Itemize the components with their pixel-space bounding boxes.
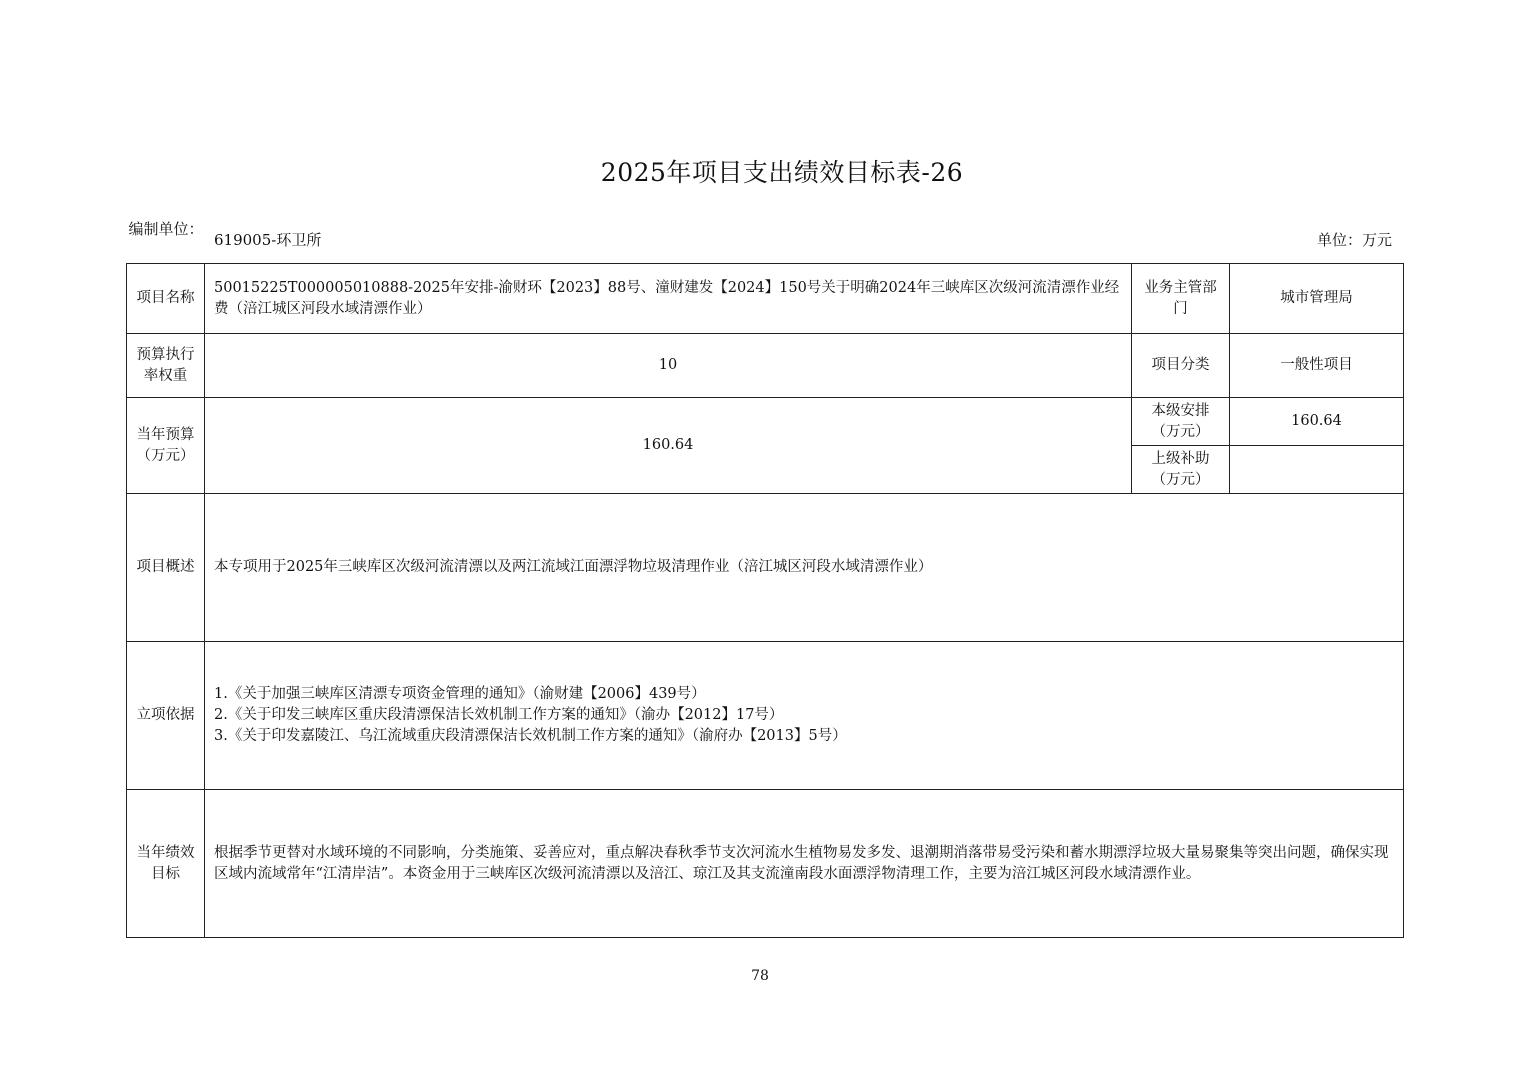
project-name-label: 项目名称 bbox=[127, 264, 205, 334]
goal-value: 根据季节更替对水域环境的不同影响，分类施策、妥善应对，重点解决春秋季节支次河流水生植物易发多发、退潮期消落带易受污染和蓄水期漂浮垃圾大量易聚集等突出问题，确保实现区域内流域常年“江清岸洁”。本资金用于三峡库区次级河流清漂以及涪江、琼江及其支流潼南段水面漂浮物清理工作，主要为涪江城区河段水域清漂作业。 bbox=[205, 790, 1404, 938]
basis-list bbox=[205, 642, 1404, 790]
page-number: 78 bbox=[751, 968, 769, 984]
superior-subsidy-value bbox=[1230, 446, 1404, 494]
category-value: 一般性项目 bbox=[1230, 334, 1404, 398]
overview-label: 项目概述 bbox=[127, 494, 205, 642]
page-title: 2025年项目支出绩效目标表-26 bbox=[600, 158, 964, 187]
department-label: 业务主管部门 bbox=[1132, 264, 1230, 334]
performance-table bbox=[126, 263, 1404, 938]
unit-label: 编制单位： bbox=[128, 220, 204, 238]
budget-weight-value: 10 bbox=[205, 334, 1132, 398]
goal-label: 当年绩效目标 bbox=[127, 790, 205, 938]
row-annual-budget bbox=[127, 398, 1404, 446]
basis-item: 3.《关于印发嘉陵江、乌江流域重庆段清漂保洁长效机制工作方案的通知》（渝府办【2013】5号） bbox=[214, 728, 847, 744]
project-name-value: 50015225T000005010888-2025年安排-渝财环【2023】88号、潼财建发【2024】150号关于明确2024年三峡库区次级河流清漂作业经费（涪江城区河段水域清漂作业） bbox=[205, 264, 1132, 334]
category-label: 项目分类 bbox=[1132, 334, 1230, 398]
annual-budget-label: 当年预算（万元） bbox=[127, 398, 205, 494]
overview-value: 本专项用于2025年三峡库区次级河流清漂以及两江流域江面漂浮物垃圾清理作业（涪江城区河段水域清漂作业） bbox=[205, 494, 1404, 642]
superior-subsidy-label: 上级补助（万元） bbox=[1132, 446, 1230, 494]
row-basis bbox=[127, 642, 1404, 790]
department-value: 城市管理局 bbox=[1230, 264, 1404, 334]
unit-value: 619005-环卫所 bbox=[214, 231, 322, 249]
basis-label: 立项依据 bbox=[127, 642, 205, 790]
row-budget-weight bbox=[127, 334, 1404, 398]
basis-item: 1.《关于加强三峡库区清漂专项资金管理的通知》（渝财建【2006】439号） bbox=[214, 686, 706, 702]
budget-weight-label: 预算执行率权重 bbox=[127, 334, 205, 398]
local-arrangement-label: 本级安排（万元） bbox=[1132, 398, 1230, 446]
annual-budget-value: 160.64 bbox=[205, 398, 1132, 494]
row-goal bbox=[127, 790, 1404, 938]
row-project-name bbox=[127, 264, 1404, 334]
local-arrangement-value: 160.64 bbox=[1230, 398, 1404, 446]
basis-item: 2.《关于印发三峡库区重庆段清漂保洁长效机制工作方案的通知》（渝办【2012】17号） bbox=[214, 707, 784, 723]
row-overview bbox=[127, 494, 1404, 642]
currency-label: 单位：万元 bbox=[1316, 231, 1392, 249]
